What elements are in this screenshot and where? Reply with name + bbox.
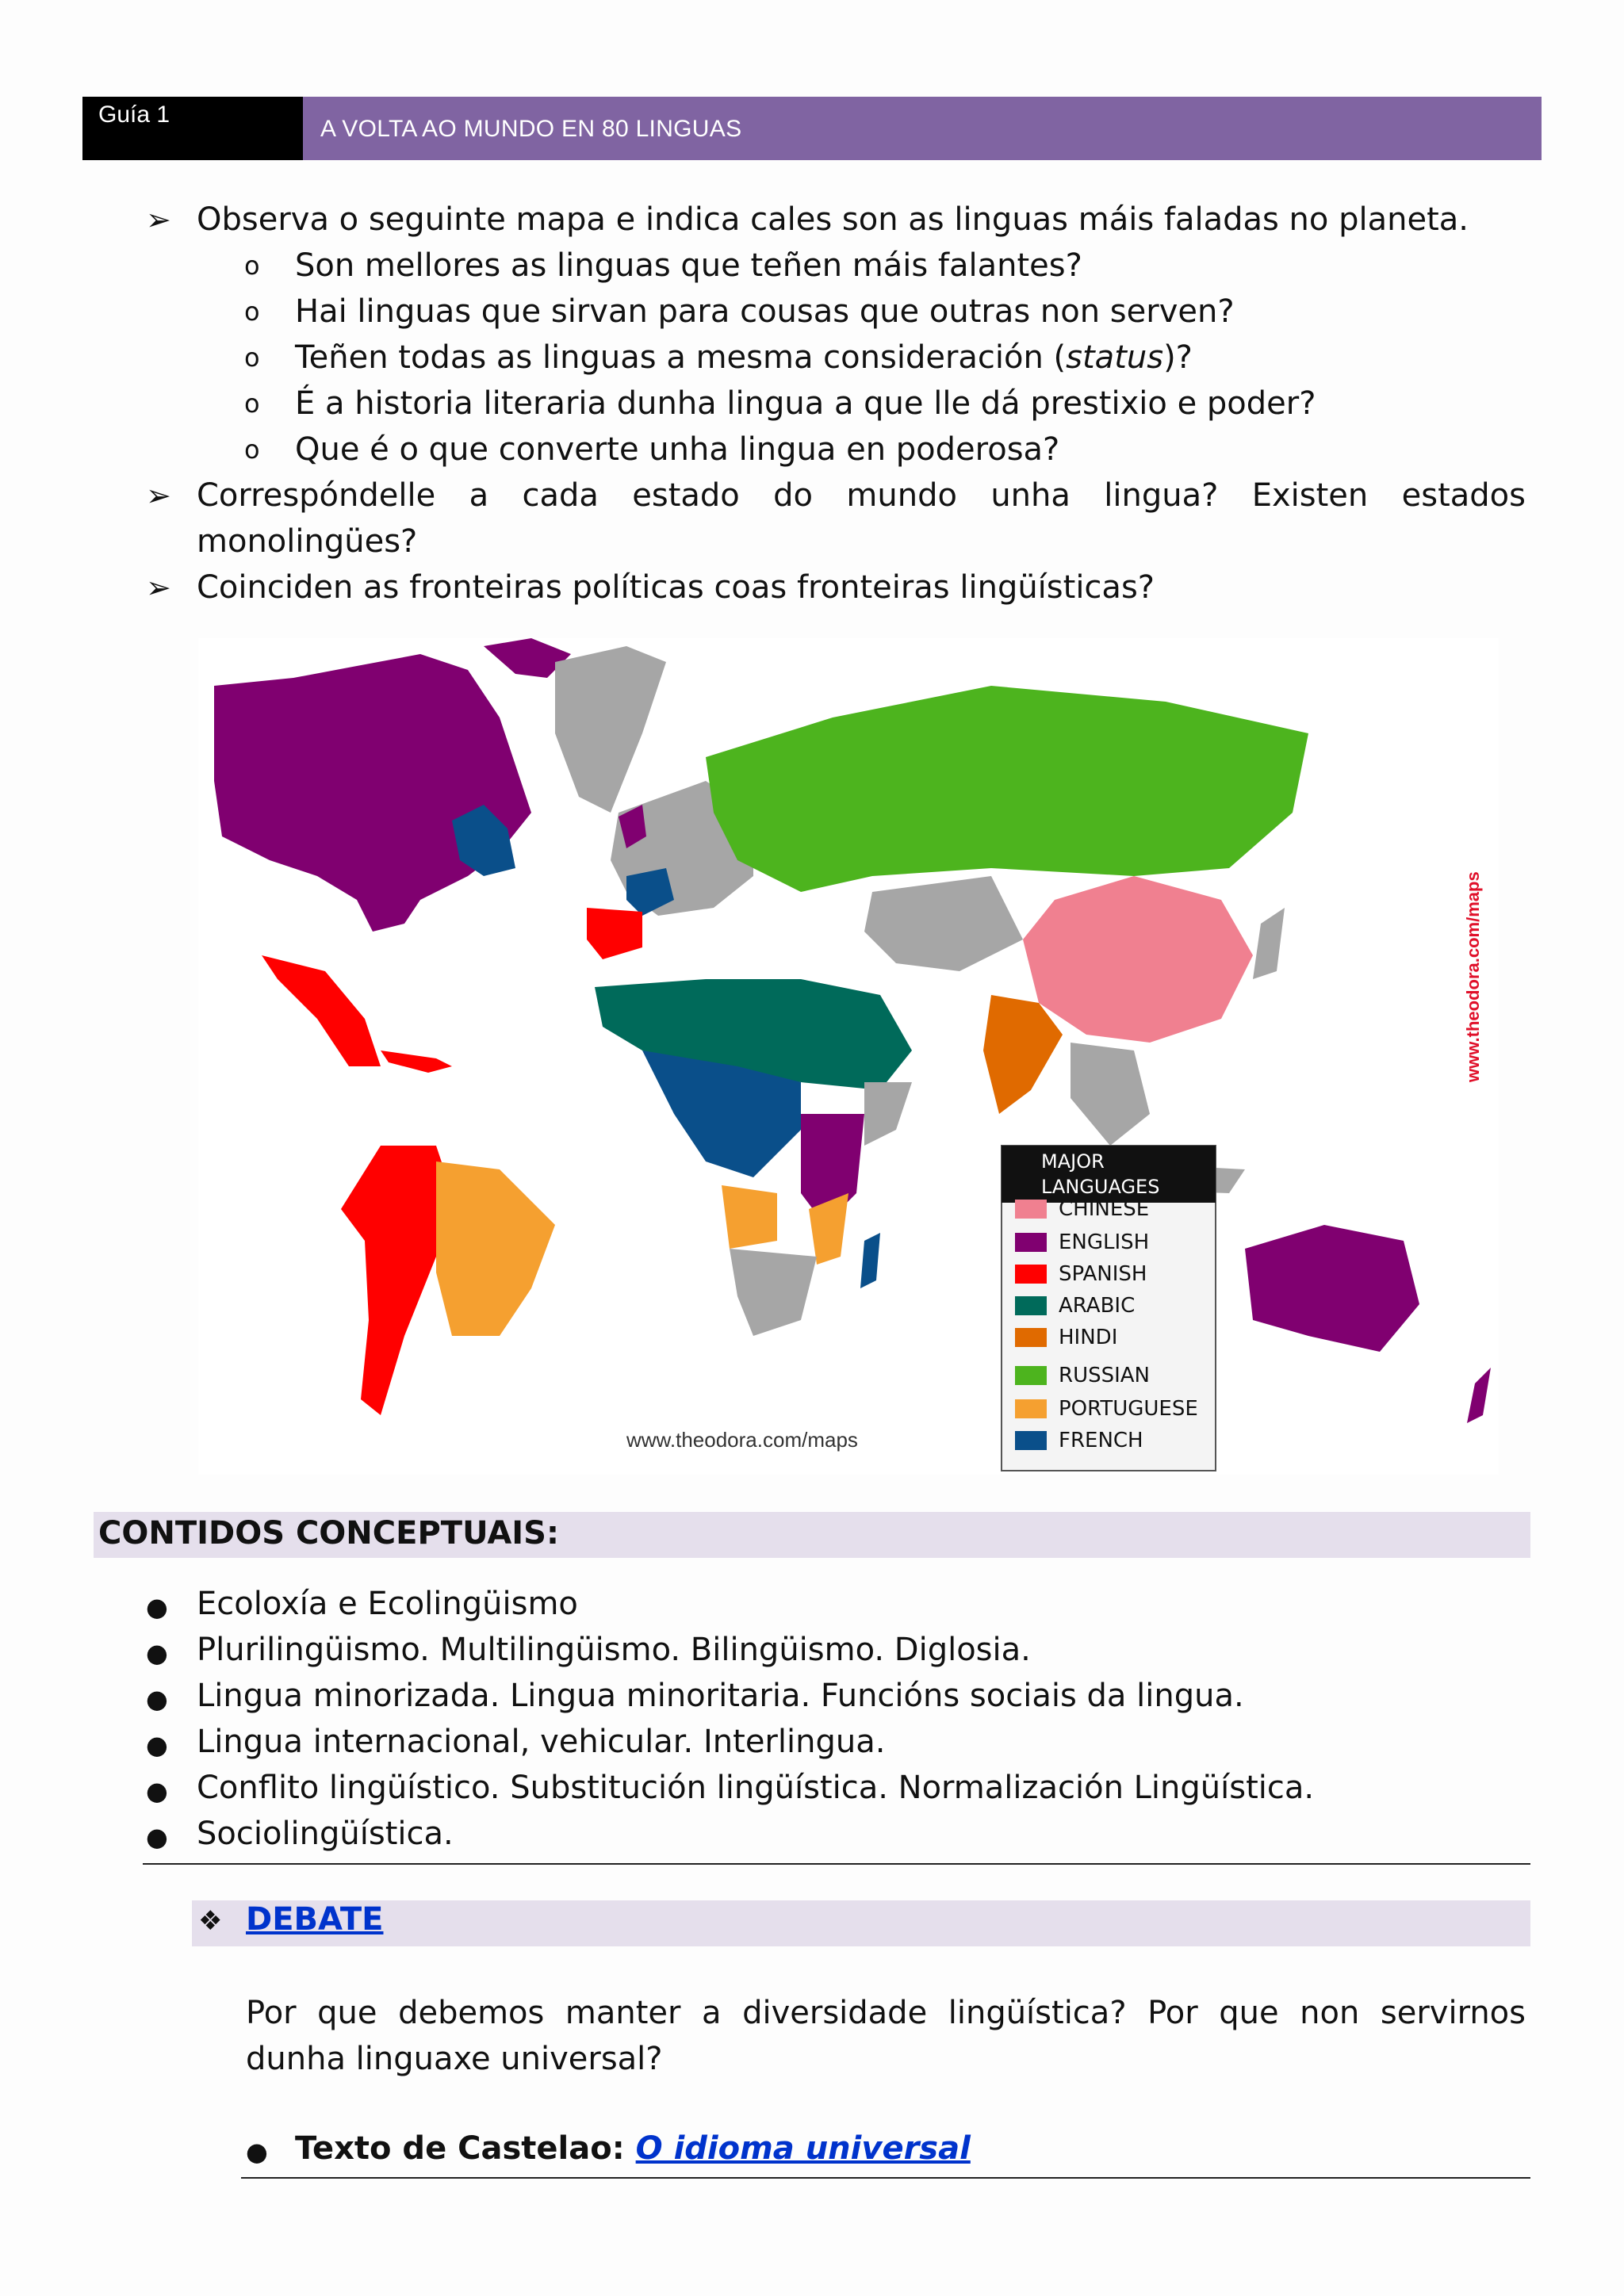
map-credit: www.theodora.com/maps (626, 1428, 858, 1452)
status-term: status (1066, 339, 1164, 376)
list-item: Sociolingüística. (197, 1816, 454, 1852)
map-side-credit: www.theodora.com/maps (1463, 871, 1483, 1082)
bullet-icon: ● (146, 1592, 168, 1622)
legend-label: SPANISH (1059, 1262, 1147, 1286)
arrow-bullet-icon: ➢ (146, 478, 171, 513)
castelao-label: Texto de Castelao: (295, 2130, 636, 2167)
legend-label: RUSSIAN (1059, 1364, 1151, 1387)
page-title: A VOLTA AO MUNDO EN 80 LINGUAS (303, 97, 1542, 160)
question-2-line-2: monolingües? (197, 523, 418, 560)
circle-bullet-icon: o (244, 297, 260, 327)
bullet-icon: ● (146, 1776, 168, 1806)
section-divider (143, 1863, 1530, 1865)
castelao-line (295, 2130, 971, 2167)
legend-label: HINDI (1059, 1326, 1118, 1349)
debate-link[interactable]: DEBATE (246, 1901, 384, 1938)
bullet-icon: ● (146, 1822, 168, 1852)
legend-swatch (1015, 1265, 1047, 1284)
legend-swatch (1015, 1431, 1047, 1450)
sub-question-1: Son mellores as linguas que teñen máis falantes? (295, 247, 1082, 284)
world-languages-map (198, 638, 1499, 1475)
legend-label: ARABIC (1059, 1294, 1136, 1318)
map-legend (1002, 1146, 1216, 1471)
section-divider (241, 2177, 1530, 2179)
contents-title: CONTIDOS CONCEPTUAIS: (98, 1515, 559, 1552)
list-item: Conflito lingüístico. Substitución lingüística. Normalización Lingüística. (197, 1770, 1315, 1806)
guide-label: Guía 1 (82, 97, 303, 160)
list-item: Lingua minorizada. Lingua minoritaria. Funcións sociais da lingua. (197, 1678, 1244, 1714)
debate-band (192, 1900, 1530, 1946)
circle-bullet-icon: o (244, 434, 260, 465)
debate-paragraph: Por que debemos manter a diversidade lingüística? Por que non servirnos dunha linguaxe universal? (246, 1995, 1526, 2077)
list-item: Plurilingüismo. Multilingüismo. Bilingüismo. Diglosia. (197, 1632, 1031, 1668)
legend-label: ENGLISH (1059, 1230, 1150, 1254)
question-3: Coinciden as fronteiras políticas coas fronteiras lingüísticas? (197, 569, 1155, 606)
question-1: Observa o seguinte mapa e indica cales son as linguas máis faladas no planeta. (197, 201, 1469, 238)
list-item: Ecoloxía e Ecolingüismo (197, 1586, 578, 1622)
legend-title-line-2: LANGUAGES (1041, 1176, 1160, 1198)
sub-question-4: É a historia literaria dunha lingua a que lle dá prestixio e poder? (295, 385, 1316, 422)
legend-swatch (1015, 1328, 1047, 1347)
legend-swatch (1015, 1233, 1047, 1252)
arrow-bullet-icon: ➢ (146, 570, 171, 605)
bullet-icon: ● (146, 1730, 168, 1760)
page-header (82, 97, 1542, 160)
legend-swatch (1015, 1399, 1047, 1418)
legend-swatch (1015, 1366, 1047, 1385)
legend-label: PORTUGUESE (1059, 1397, 1198, 1421)
sub-question-2: Hai linguas que sirvan para cousas que outras non serven? (295, 293, 1235, 330)
bullet-icon: ● (146, 1684, 168, 1714)
circle-bullet-icon: o (244, 342, 260, 373)
map-region-angola (722, 1185, 777, 1249)
legend-title-line-1: MAJOR (1041, 1150, 1105, 1173)
arrow-bullet-icon: ➢ (146, 202, 171, 237)
bullet-icon: ● (146, 1638, 168, 1668)
question-2-line-1: Correspóndelle a cada estado do mundo unha lingua? Existen estados (197, 477, 1526, 514)
circle-bullet-icon: o (244, 388, 260, 419)
legend-swatch (1015, 1296, 1047, 1315)
circle-bullet-icon: o (244, 251, 260, 281)
castelao-text-link[interactable]: O idioma universal (635, 2130, 971, 2167)
sub-question-5: Que é o que converte unha lingua en poderosa? (295, 431, 1060, 468)
diamond-bullet-icon: ❖ (198, 1905, 223, 1937)
sub-question-3: Teñen todas as linguas a mesma consideración (status)? (295, 339, 1193, 376)
legend-label: FRENCH (1059, 1429, 1143, 1452)
bullet-icon: ● (246, 2137, 268, 2167)
list-item: Lingua internacional, vehicular. Interlingua. (197, 1724, 886, 1760)
legend-swatch (1015, 1200, 1047, 1219)
legend-label: CHINESE (1059, 1197, 1150, 1221)
